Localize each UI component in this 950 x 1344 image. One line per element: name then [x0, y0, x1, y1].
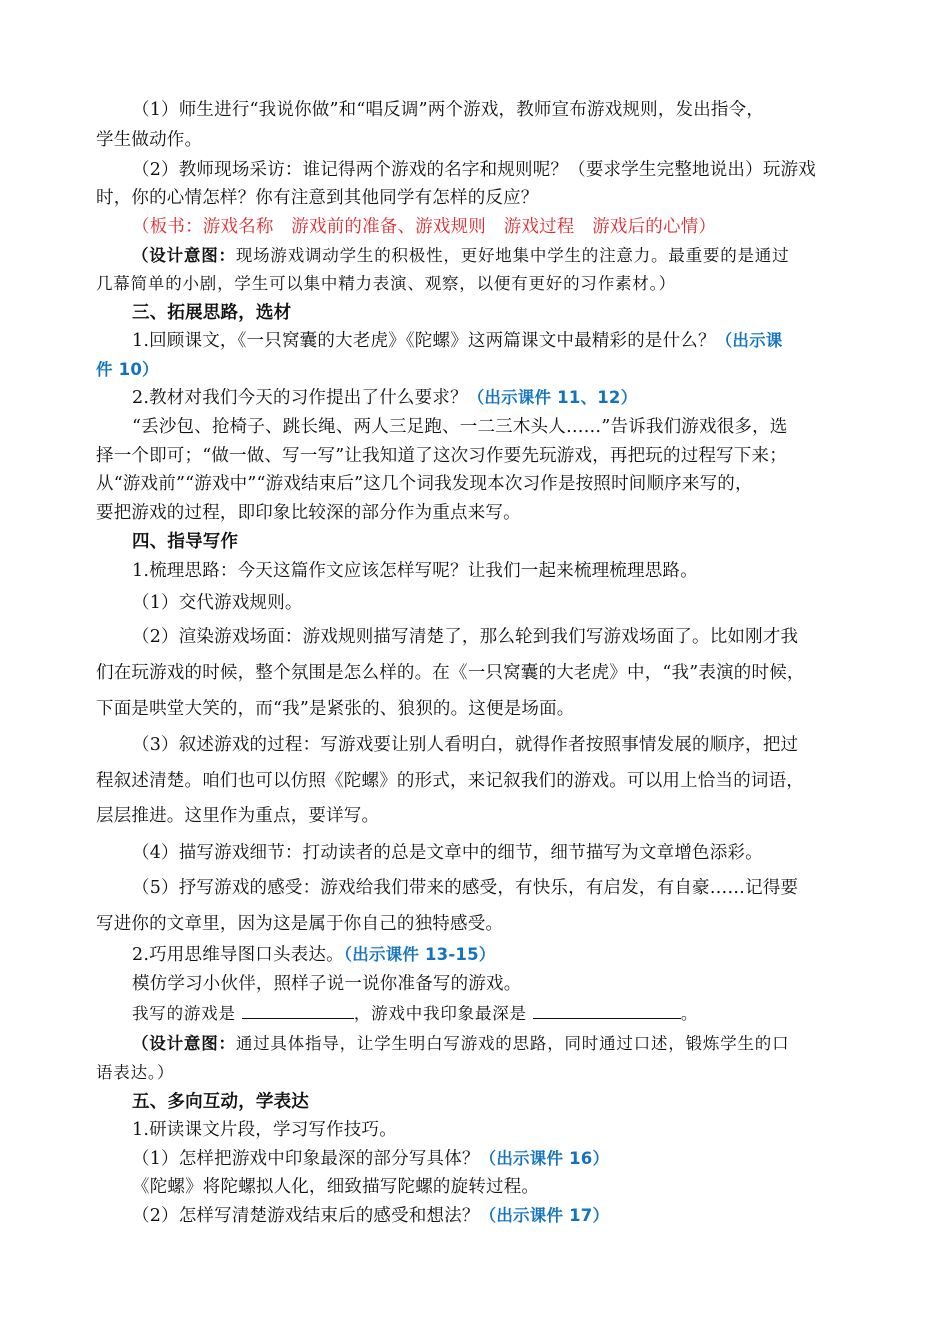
blank-line[interactable] [533, 1000, 681, 1019]
line-text: 学生做动作。 [96, 130, 203, 150]
line-text: 程叙述清楚。咱们也可以仿照《陀螺》的形式，来记叙我们的游戏。可以用上恰当的词语， [96, 771, 804, 791]
courseware-ref: （出示课 [715, 331, 783, 350]
paragraph-line [132, 328, 783, 354]
section-heading-4 [132, 529, 238, 555]
paragraph-line [96, 768, 804, 794]
line-text: 《陀螺》将陀螺拟人化，细致描写陀螺的旋转过程。 [132, 1177, 540, 1197]
paragraph-line [132, 1174, 539, 1200]
line-text: 模仿学习小伙伴，照样子说一说你准备写的游戏。 [132, 974, 522, 994]
heading-text: 三、拓展思路，选材 [132, 303, 292, 323]
line-text: 几幕简单的小剧，学生可以集中精力表演、观察，以便有更好的习作素材。） [96, 274, 676, 293]
line-text: 1.回顾课文，《一只窝囊的大老虎》《陀螺》这两篇课文中最精彩的是什么？ [132, 331, 716, 351]
section-heading-5 [132, 1089, 309, 1115]
line-text: 要把游戏的过程，即印象比较深的部分作为重点来写。 [96, 503, 521, 523]
line-text: 。 [680, 1004, 699, 1023]
design-intent-label: （设计意图： [132, 1034, 236, 1053]
blank-line[interactable] [242, 1000, 354, 1019]
line-text: 时，你的心情怎样？你有注意到其他同学有怎样的反应？ [96, 188, 539, 208]
paragraph-line [132, 624, 798, 650]
line-text: （2）渲染游戏场面：游戏规则描写清楚了，那么轮到我们写游戏场面了。比如刚才我 [132, 627, 799, 647]
paragraph-line [96, 696, 575, 722]
paragraph-line [132, 590, 303, 616]
line-text: 写进你的文章里，因为这是属于你自己的独特感受。 [96, 914, 504, 934]
section-heading-3 [132, 300, 291, 326]
paragraph-line [132, 414, 788, 440]
line-text: 1.梳理思路：今天这篇作文应该怎样写呢？让我们一起来梳理梳理思路。 [132, 561, 698, 581]
paragraph-line [132, 558, 698, 584]
line-text: 语表达。） [96, 1063, 175, 1082]
blackboard-note [132, 214, 716, 240]
fill-in-sentence [132, 1000, 698, 1027]
paragraph-line [96, 500, 521, 526]
paragraph-line [132, 157, 816, 183]
line-text: 我写的游戏是 [132, 1004, 236, 1023]
line-text: 2.巧用思维导图口头表达。 [132, 945, 344, 965]
line-text: 2.教材对我们今天的习作提出了什么要求？ [132, 388, 468, 408]
paragraph-line [96, 1060, 174, 1086]
line-text: 从“游戏前”“游戏中”“游戏结束后”这几个词我发现本次习作是按照时间顺序来写的， [96, 474, 753, 494]
line-text: ，游戏中我印象最深是 [353, 1004, 527, 1023]
line-text: （1）交代游戏规则。 [132, 593, 303, 613]
paragraph-line [96, 660, 805, 686]
paragraph-line [96, 471, 753, 497]
line-text: 们在玩游戏的时候，整个氛围是怎么样的。在《一只窝囊的大老虎》中，“我”表演的时候， [96, 663, 805, 683]
design-intent-label: （设计意图： [132, 246, 236, 265]
paragraph-line [132, 971, 521, 997]
line-text: （5）抒写游戏的感受：游戏给我们带来的感受，有快乐，有启发，有自豪……记得要 [132, 878, 799, 898]
line-text: “丢沙包、抢椅子、跳长绳、两人三足跑、一二三木头人……”告诉我们游戏很多，选 [132, 417, 788, 437]
paragraph-line [96, 271, 676, 297]
line-text: （3）叙述游戏的过程：写游戏要让别人看明白，就得作者按照事情发展的顺序，把过 [132, 735, 799, 755]
paragraph-line [132, 840, 763, 866]
heading-text: 四、指导写作 [132, 532, 239, 552]
paragraph-line [96, 185, 539, 211]
paragraph-line [132, 1203, 609, 1229]
line-text: 现场游戏调动学生的积极性，更好地集中学生的注意力。最重要的是通过 [235, 246, 790, 265]
paragraph-line [132, 385, 637, 411]
design-intent [132, 1031, 789, 1057]
line-text: 择一个即可；“做一做、写一写”让我知道了这次习作要先玩游戏，再把玩的过程写下来； [96, 446, 787, 466]
line-text: （2）怎样写清楚游戏结束后的感受和想法？ [132, 1206, 480, 1226]
line-text: （1）怎样把游戏中印象最深的部分写具体？ [132, 1149, 480, 1169]
line-text: 通过具体指导，让学生明白写游戏的思路，同时通过口述，锻炼学生的口 [235, 1034, 790, 1053]
paragraph-line [132, 875, 798, 901]
paragraph-line [132, 942, 495, 968]
line-text: （4）描写游戏细节：打动读者的总是文章中的细节，细节描写为文章增色添彩。 [132, 843, 763, 863]
paragraph-line [132, 97, 764, 123]
courseware-ref: （出示课件 16） [479, 1149, 610, 1168]
design-intent [132, 243, 789, 269]
paragraph-line [132, 1117, 397, 1143]
paragraph-line [132, 1146, 609, 1172]
line-text: （板书：游戏名称 游戏前的准备、游戏规则 游戏过程 游戏后的心情） [132, 217, 717, 237]
courseware-ref: （出示课件 17） [479, 1206, 610, 1225]
courseware-ref: （出示课件 11、12） [467, 388, 638, 407]
paragraph-line [96, 911, 503, 937]
courseware-ref: 件 10） [96, 360, 159, 379]
paragraph-line [132, 732, 798, 758]
paragraph-line [96, 127, 202, 153]
paragraph-line [96, 443, 787, 469]
line-text: 1.研读课文片段，学习写作技巧。 [132, 1120, 397, 1140]
courseware-ref: （出示课件 13-15） [343, 945, 496, 964]
line-text: 层层推进。这里作为重点，要详写。 [96, 806, 380, 826]
paragraph-line [96, 357, 159, 383]
heading-text: 五、多向互动，学表达 [132, 1092, 309, 1112]
line-text: （2）教师现场采访：谁记得两个游戏的名字和规则呢？（要求学生完整地说出）玩游戏 [132, 160, 816, 180]
line-text: 下面是哄堂大笑的，而“我”是紧张的、狼狈的。这便是场面。 [96, 699, 575, 719]
paragraph-line [96, 803, 379, 829]
line-text: （1）师生进行“我说你做”和“唱反调”两个游戏，教师宣布游戏规则，发出指令， [132, 100, 765, 120]
